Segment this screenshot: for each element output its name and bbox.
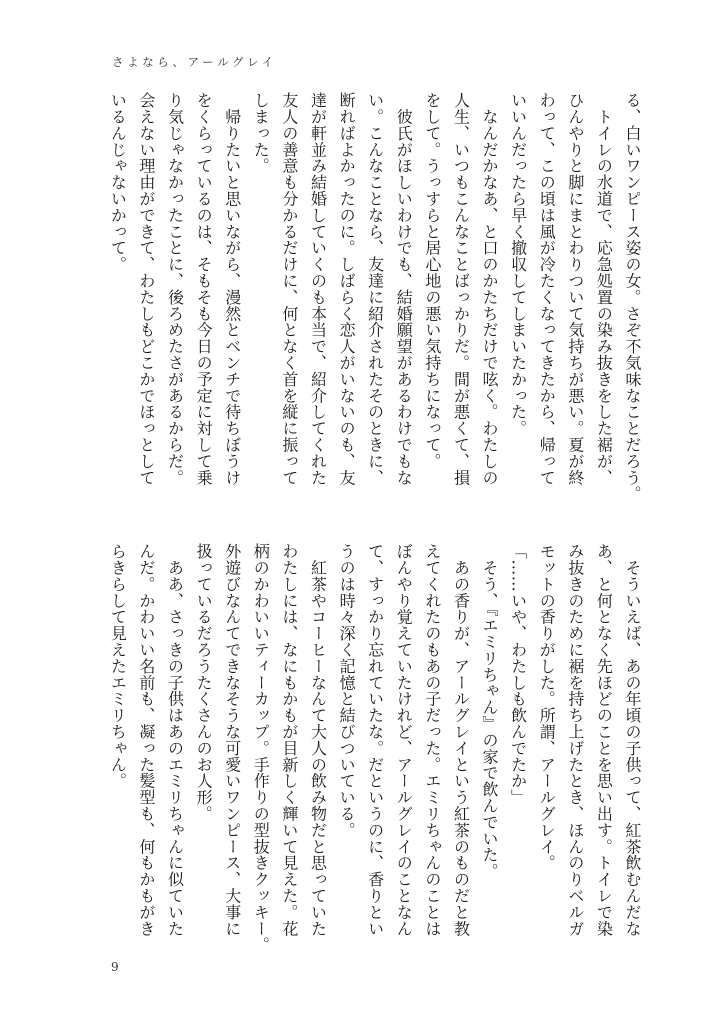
text-column: あ、と何となく先ほどのことを思い出す。トイレで染: [594, 543, 614, 937]
text-column: 扱っているだろうたくさんのお人形。: [194, 543, 214, 822]
text-column: いるんじゃないかって。: [108, 92, 128, 273]
text-column: 断ればよかったのに。しばらく恋人がいないのも、友: [337, 92, 357, 486]
text-column: をくらっているのは、そもそも今日の予定に対して乗: [194, 92, 214, 486]
text-column: 会えない理由ができて、わたしもどこかでほっとして: [136, 92, 156, 486]
text-column: んだ。かわいい名前も、凝った髪型も、何もかもがき: [136, 543, 156, 937]
text-column: ああ、さっきの子供はあのエミリちゃんに似ていた: [165, 543, 185, 937]
text-column: わって、この頃は風が冷たくなってきたから、帰って: [537, 92, 557, 486]
text-column: り気じゃなかったことに、後ろめたさがあるからだ。: [165, 92, 185, 486]
text-column: 彼氏がほしいわけでも、結婚願望があるわけでもな: [394, 92, 414, 486]
text-column: えてくれたのもあの子だった。エミリちゃんのことは: [422, 543, 442, 937]
text-column: 達が軒並み結婚していくのも本当で、紹介してくれた: [308, 92, 328, 486]
text-column: て、すっかり忘れていたな。だというのに、香りとい: [365, 543, 385, 937]
text-column: 紅茶やコーヒーなんて大人の飲み物だと思っていた: [308, 543, 328, 937]
text-column: なんだかなあ、と口のかたちだけで呟く。わたしの: [480, 92, 500, 486]
text-column: あの香りが、アールグレイという紅茶のものだと教: [451, 543, 471, 937]
page-number: 9: [111, 960, 119, 974]
text-column: 柄のかわいいティーカップ。手作りの型抜きクッキー。: [251, 543, 271, 953]
text-column: 人生、いつもこんなことばっかりだ。間が悪くて、損: [451, 92, 471, 486]
running-header-title: さよなら、アールグレイ: [112, 55, 277, 69]
text-column: わたしには、なにもかもが目新しく輝いて見えた。花: [279, 543, 299, 937]
text-column: をして。うっすらと居心地の悪い気持ちになって。: [422, 92, 442, 470]
text-column: 帰りたいと思いながら、漫然とベンチで待ちぼうけ: [222, 92, 242, 486]
text-column: そういえば、あの年頃の子供って、紅茶飲むんだな: [623, 543, 642, 937]
text-column: ひんやりと脚にまとわりついて気持ちが悪い。夏が終: [565, 92, 585, 486]
text-column: る、白いワンピース姿の女。さぞ不気味なことだろう。: [623, 92, 642, 502]
text-column: み抜きのために裾を持ち上げたとき、ほんのりベルガ: [565, 543, 585, 937]
text-column: 友人の善意も分かるだけに、何となく首を縦に振って: [279, 92, 299, 486]
text-column: うのは時々深く記憶と結びついている。: [337, 543, 357, 839]
text-column: らきらして見えたエミリちゃん。: [108, 543, 128, 789]
text-column: トイレの水道で、応急処置の染み抜きをした裾が、: [594, 92, 614, 486]
text-column: そう、『エミリちゃん』の家で飲んでいた。: [480, 543, 500, 880]
text-column: いいんだったら早く撤収してしまいたかった。: [508, 92, 528, 437]
text-column: モットの香りがした。所謂、アールグレイ。: [537, 543, 557, 871]
text-block-bottom: [103, 543, 646, 963]
text-block-top: [103, 92, 646, 512]
text-column: しまった。: [251, 92, 271, 174]
text-column: い。こんなことなら、友達に紹介されたそのときに、: [365, 92, 385, 486]
text-column: ぼんやり覚えていたけれど、アールグレイのことなん: [394, 543, 414, 937]
text-column: 外遊びなんてできなそうな可愛いワンピース、大事に: [222, 543, 242, 937]
text-column: 「……いや、わたしも飲んでたか」: [508, 543, 528, 806]
